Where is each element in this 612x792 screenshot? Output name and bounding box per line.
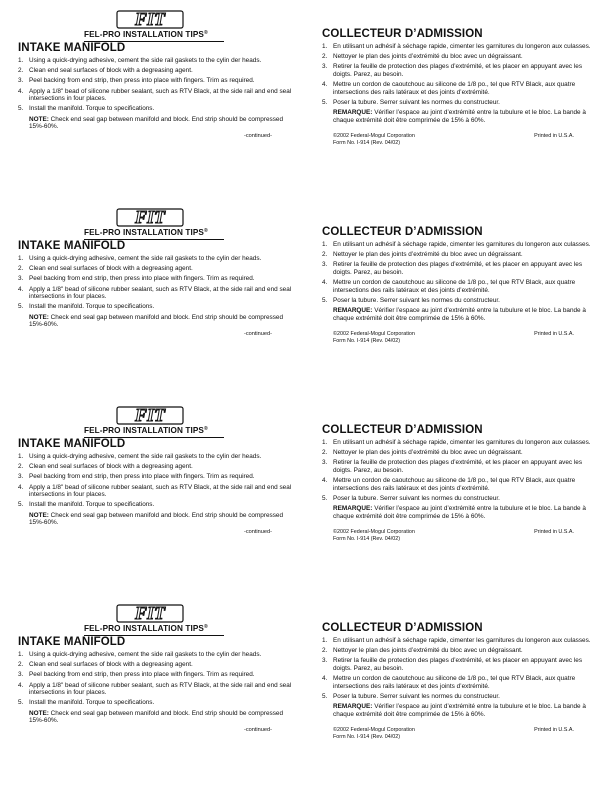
instruction-card (0, 198, 612, 396)
step-item: 2. Nettoyer le plan des joints d’extrémité du bloc avec un dégraissant. (322, 53, 523, 61)
step-item: 1. Using a quick-drying adhesive, cement the side rail gaskets to the cylin der heads. (18, 651, 262, 658)
printed-in: Printed in U.S.A. (534, 133, 574, 140)
english-note: NOTE: Check end seal gap between manifold and block. End strip should be compressed 15%-60%. (29, 115, 284, 131)
step-item: 2. Clean end seal surfaces of block with a degreasing agent. (18, 67, 193, 75)
french-note: REMARQUE: Vérifier l’espace au joint d’extrémité entre la tubulure et le bloc. La bande à chaque extrémité doit être comprimée de 15% à 60%. (333, 307, 586, 322)
step-item: 5. Install the manifold. Torque to specifications. (18, 501, 155, 509)
french-note: REMARQUE: Vérifier l’espace au joint d’extrémité entre la tubulure et le bloc. La bande à chaque extrémité doit être comprimée de 15% à 60%. (333, 505, 586, 520)
english-column (18, 396, 294, 535)
step-item: 4. Apply a 1/8" bead of silicone rubber sealant, such as RTV Black, at the side rail and end seal intersections in four places. (18, 87, 292, 103)
copyright: ©2002 Federal-Mogul Corporation (333, 133, 415, 140)
title-underline (84, 635, 224, 636)
step-item: 1. En utilisant un adhésif à séchage rapide, cimenter les garnitures du longeron aux culasses. (322, 439, 591, 446)
step-item: 1. Using a quick-drying adhesive, cement the side rail gaskets to the cylin der heads. (18, 57, 262, 64)
step-item: 5. Install the manifold. Torque to specifications. (18, 303, 155, 311)
instruction-card (0, 396, 612, 594)
svg-text:FIT: FIT (134, 603, 166, 623)
step-item: 5. Poser la tubure. Serrer suivant les normes du constructeur. (322, 98, 500, 106)
tips-title: FEL-PRO INSTALLATION TIPS® (84, 426, 208, 435)
instruction-card (0, 594, 612, 792)
logo-area (18, 396, 294, 438)
fit-logo (116, 8, 184, 30)
step-item: 4. Apply a 1/8" bead of silicone rubber sealant, such as RTV Black, at the side rail and end seal intersections in four places. (18, 483, 292, 499)
english-note: NOTE: Check end seal gap between manifold and block. End strip should be compressed 15%-60%. (29, 709, 284, 725)
form-number: Form No. I-914 (Rev. 04/02) (333, 139, 401, 146)
svg-text:FIT: FIT (134, 207, 166, 227)
step-item: 2. Clean end seal surfaces of block with a degreasing agent. (18, 661, 193, 669)
step-item: 3. Peel backing from end strip, then press into place with fingers. Trim as required. (18, 671, 255, 679)
step-item: 2. Clean end seal surfaces of block with a degreasing agent. (18, 265, 193, 273)
step-item: 3. Retirer la feuille de protection des plages d’extrémité, et les placer en appuyant avec les doigts. Parez, au besoin. (322, 459, 583, 474)
step-item: 1. Using a quick-drying adhesive, cement the side rail gaskets to the cylin der heads. (18, 255, 262, 262)
step-item: 2. Nettoyer le plan des joints d’extrémité du bloc avec un dégraissant. (322, 251, 523, 259)
printed-in: Printed in U.S.A. (534, 331, 574, 338)
french-heading: COLLECTEUR D’ADMISSION (322, 226, 483, 238)
english-heading: INTAKE MANIFOLD (18, 42, 126, 54)
continued-label: -continued- (244, 132, 272, 139)
step-item: 5. Poser la tubure. Serrer suivant les normes du constructeur. (322, 692, 500, 700)
step-item: 5. Install the manifold. Torque to specifications. (18, 699, 155, 707)
english-steps (18, 453, 294, 509)
step-item: 4. Mettre un cordon de caoutchouc au silicone de 1/8 po., tel que RTV Black, aux quatre intersections des rails latéraux et des joints d’extrémité. (322, 675, 576, 690)
english-column (18, 594, 294, 733)
step-item: 3. Retirer la feuille de protection des plages d’extrémité, et les placer en appuyant avec les doigts. Parez, au besoin. (322, 261, 583, 276)
footer (322, 331, 594, 344)
step-item: 2. Clean end seal surfaces of block with a degreasing agent. (18, 463, 193, 471)
step-item: 1. Using a quick-drying adhesive, cement the side rail gaskets to the cylin der heads. (18, 453, 262, 460)
svg-text:FIT: FIT (134, 405, 166, 425)
printed-in: Printed in U.S.A. (534, 727, 574, 734)
footer (322, 727, 594, 740)
french-note: REMARQUE: Vérifier l’espace au joint d’extrémité entre la tubulure et le bloc. La bande à chaque extrémité doit être comprimée de 15% à 60%. (333, 703, 586, 718)
copyright: ©2002 Federal-Mogul Corporation (333, 727, 415, 734)
step-item: 4. Apply a 1/8" bead of silicone rubber sealant, such as RTV Black, at the side rail and end seal intersections in four places. (18, 285, 292, 301)
french-note: REMARQUE: Vérifier l’espace au joint d’extrémité entre la tubulure et le bloc. La bande à chaque extrémité doit être comprimée de 15% à 60%. (333, 109, 586, 124)
step-item: 4. Mettre un cordon de caoutchouc au silicone de 1/8 po., tel que RTV Black, aux quatre intersections des rails latéraux et des joints d’extrémité. (322, 81, 576, 96)
step-item: 4. Mettre un cordon de caoutchouc au silicone de 1/8 po., tel que RTV Black, aux quatre intersections des rails latéraux et des joints d’extrémité. (322, 279, 576, 294)
fit-logo (116, 602, 184, 624)
step-item: 2. Nettoyer le plan des joints d’extrémité du bloc avec un dégraissant. (322, 647, 523, 655)
svg-text:FIT: FIT (134, 9, 166, 29)
step-item: 3. Peel backing from end strip, then press into place with fingers. Trim as required. (18, 77, 255, 85)
english-steps (18, 651, 294, 707)
tips-title: FEL-PRO INSTALLATION TIPS® (84, 624, 208, 633)
title-underline (84, 437, 224, 438)
english-note: NOTE: Check end seal gap between manifold and block. End strip should be compressed 15%-60%. (29, 511, 284, 527)
continued-label: -continued- (244, 528, 272, 535)
form-number: Form No. I-914 (Rev. 04/02) (333, 535, 401, 542)
title-underline (84, 239, 224, 240)
copyright: ©2002 Federal-Mogul Corporation (333, 529, 415, 536)
continued-label: -continued- (244, 726, 272, 733)
continued-label: -continued- (244, 330, 272, 337)
step-item: 3. Retirer la feuille de protection des plages d’extrémité, et les placer en appuyant avec les doigts. Parez, au besoin. (322, 657, 583, 672)
fit-logo (116, 206, 184, 228)
step-item: 5. Install the manifold. Torque to specifications. (18, 105, 155, 113)
step-item: 3. Retirer la feuille de protection des plages d’extrémité, et les placer en appuyant avec les doigts. Parez, au besoin. (322, 63, 583, 78)
english-heading: INTAKE MANIFOLD (18, 240, 126, 252)
printed-in: Printed in U.S.A. (534, 529, 574, 536)
french-steps (322, 637, 594, 701)
french-column (322, 198, 594, 345)
footer (322, 529, 594, 542)
step-item: 5. Poser la tubure. Serrer suivant les normes du constructeur. (322, 296, 500, 304)
logo-area (18, 0, 294, 42)
step-item: 3. Peel backing from end strip, then press into place with fingers. Trim as required. (18, 473, 255, 481)
tips-title: FEL-PRO INSTALLATION TIPS® (84, 30, 208, 39)
french-heading: COLLECTEUR D’ADMISSION (322, 622, 483, 634)
french-column (322, 0, 594, 147)
step-item: 4. Mettre un cordon de caoutchouc au silicone de 1/8 po., tel que RTV Black, aux quatre intersections des rails latéraux et des joints d’extrémité. (322, 477, 576, 492)
step-item: 3. Peel backing from end strip, then press into place with fingers. Trim as required. (18, 275, 255, 283)
logo-area (18, 594, 294, 636)
step-item: 2. Nettoyer le plan des joints d’extrémité du bloc avec un dégraissant. (322, 449, 523, 457)
step-item: 5. Poser la tubure. Serrer suivant les normes du constructeur. (322, 494, 500, 502)
english-note: NOTE: Check end seal gap between manifold and block. End strip should be compressed 15%-60%. (29, 313, 284, 329)
english-column (18, 198, 294, 337)
form-number: Form No. I-914 (Rev. 04/02) (333, 733, 401, 740)
english-column (18, 0, 294, 139)
french-column (322, 396, 594, 543)
step-item: 4. Apply a 1/8" bead of silicone rubber sealant, such as RTV Black, at the side rail and end seal intersections in four places. (18, 681, 292, 697)
copyright: ©2002 Federal-Mogul Corporation (333, 331, 415, 338)
french-steps (322, 439, 594, 503)
english-steps (18, 57, 294, 113)
french-steps (322, 43, 594, 107)
english-steps (18, 255, 294, 311)
french-heading: COLLECTEUR D’ADMISSION (322, 424, 483, 436)
step-item: 1. En utilisant un adhésif à séchage rapide, cimenter les garnitures du longeron aux culasses. (322, 43, 591, 50)
french-steps (322, 241, 594, 305)
french-column (322, 594, 594, 741)
tips-title: FEL-PRO INSTALLATION TIPS® (84, 228, 208, 237)
french-heading: COLLECTEUR D’ADMISSION (322, 28, 483, 40)
fit-logo (116, 404, 184, 426)
step-item: 1. En utilisant un adhésif à séchage rapide, cimenter les garnitures du longeron aux culasses. (322, 637, 591, 644)
english-heading: INTAKE MANIFOLD (18, 438, 126, 450)
instruction-card (0, 0, 612, 198)
english-heading: INTAKE MANIFOLD (18, 636, 126, 648)
step-item: 1. En utilisant un adhésif à séchage rapide, cimenter les garnitures du longeron aux culasses. (322, 241, 591, 248)
footer (322, 133, 594, 146)
title-underline (84, 41, 224, 42)
form-number: Form No. I-914 (Rev. 04/02) (333, 337, 401, 344)
logo-area (18, 198, 294, 240)
